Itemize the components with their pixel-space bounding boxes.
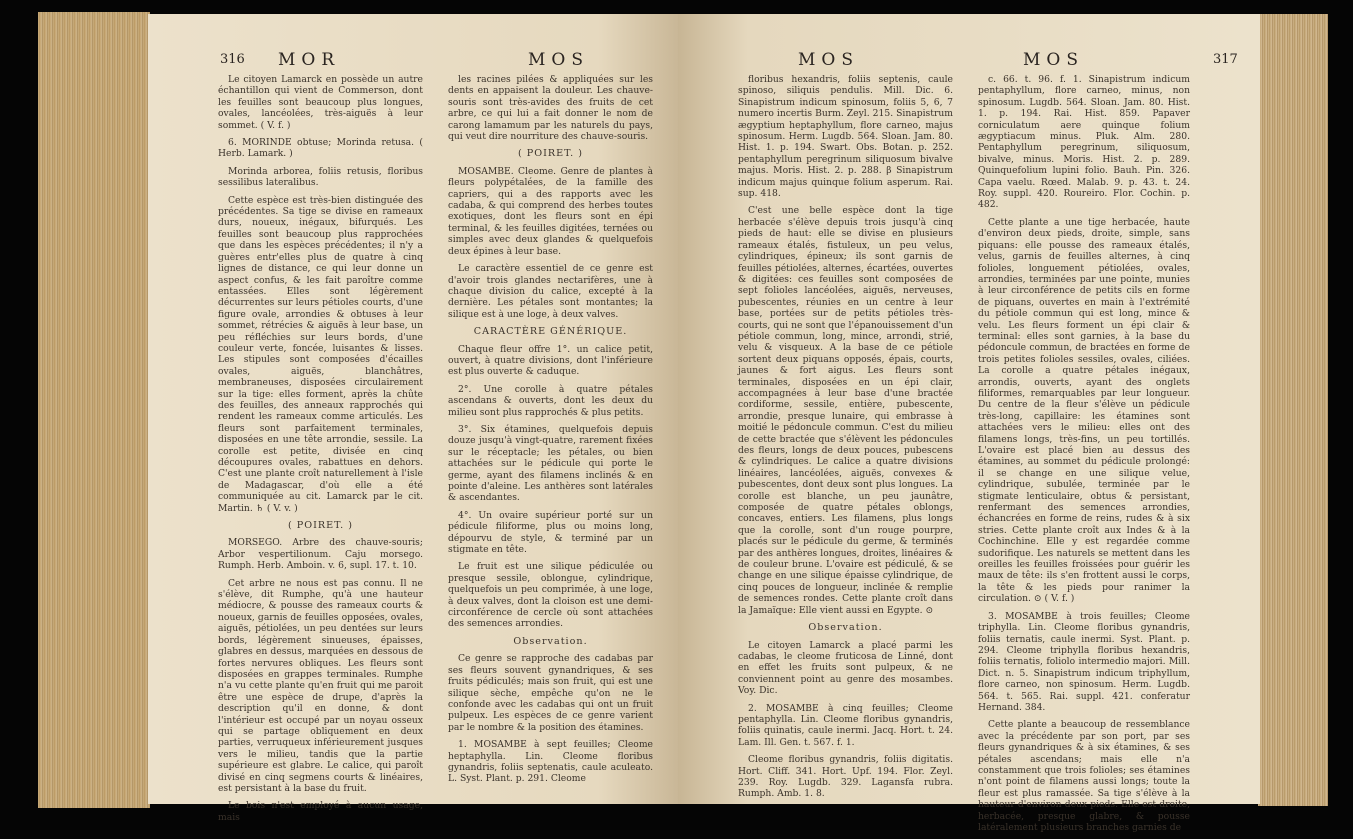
paragraph: floribus hexandris, foliis septenis, caule spinoso, siliquis pendulis. Mill. Dic. 6. Sinapistrum indicum spinosum, foliis 5, 6, 7 numero incertis Burm. Zeyl. 215. Sinapistrum ægyptium heptaphyllum, flore carneo, majus spinosum. Herm. Lugdb. 564. Sloan. Jam. 80. Hist. 1. p. 194. Swart. Obs. Botan. p. 252. pentaphyllum peregrinum siliquosum bivalve majus. Moris. Hist. 2. p. 288. β Sinapistrum indicum majus quinque folium asperum. Rai. sup. 418.: [738, 74, 953, 200]
paragraph: Cette plante a beaucoup de ressemblance avec la précédente par son port, par ses fleurs gynandriques & à six étamines, & ses pétales ascendans; mais elle n'a constamment que trois folioles; ses étamines n'ont point de filamens aussi longs; toute la fleur est plus ramassée. Sa tige s'élève à la hauteur d'environ deux pieds. Elle est droite, herbacée, presque glabre, & pousse latéralement plusieurs branches garnies de: [978, 719, 1190, 833]
text-column: [448, 74, 653, 791]
paragraph: Cette plante a une tige herbacée, haute d'environ deux pieds, droite, simple, sans piquans: elle pousse des rameaux étalés, velus, garnis de feuilles alternes, à cinq folioles, longuement pétiolées, ovales, arrondies, terminées par une pointe, munies à leur circonférence de petits cils en forme de piquans, ouvertes en main à l'extrémité du pétiole commun qui est long, mince & velu. Les fleurs forment un épi clair & terminal: elles sont garnies, à la base du pédoncule commun, de bractées en forme de trois petites folioles sessiles, ovales, ciliées. La corolle a quatre pétales inégaux, arrondis, ouverts, ayant des onglets filiformes, remarquables par leur longueur. Du centre de la fleur s'élève un pédicule très-long, capillaire: les étamines sont attachées vers le milieu: elles ont des filamens longs, très-fins, un peu tortillés. L'ovaire est placé bien au dessus des étamines, au sommet du pédicule prolongé: il se change en une silique velue, cylindrique, subulée, terminée par le stigmate lenticulaire, obtus & persistant, renfermant des semences arrondies, échancrées en forme de reins, rudes & à six stries. Cette plante croît aux Indes & à la Cochinchine. Elle y est regardée comme sudorifique. Les naturels se mettent dans les oreilles les feuilles froissées pour guérir les maux de tête: ils s'en frottent aussi le corps, la tête & les pieds pour ranimer la circulation. ⊙ ( V. f. ): [978, 216, 1190, 605]
running-head: MOS: [1023, 50, 1084, 70]
paragraph: MOSAMBE. Cleome. Genre de plantes à fleurs polypétalées, de la famille des capriers, qui a des rapports avec les cadaba, & qui comprend des herbes toutes exotiques, dont les fleurs sont en épi terminal, & les feuilles digitées, ternées ou simples avec deux glandes & quelquefois deux épines à leur base.: [448, 165, 653, 257]
paragraph: 6. MORINDE obtuse; Morinda retusa. ( Herb. Lamark. ): [218, 137, 423, 160]
book-page-edges-right: [1258, 14, 1328, 806]
paragraph: 3. MOSAMBE à trois feuilles; Cleome triphylla. Lin. Cleome floribus gynandris, foliis ternatis, caule inermi. Syst. Plant. p. 294. Cleome triphylla floribus hexandris, foliis ternatis, foliolo intermedio majori. Mill. Dict. n. 5. Sinapistrum indicum triphyllum, flore carneo, non spinosum. Herm. Lugdb. 564. t. 565. Rai. suppl. 421. conferatur Hernand. 384.: [978, 610, 1190, 713]
book-page-edges-left: [38, 12, 150, 808]
paragraph: Observation.: [513, 635, 588, 647]
text-column: [978, 74, 1190, 839]
paragraph: les racines pilées & appliquées sur les dents en appaisent la douleur. Les chauve-souris sont très-avides des fruits de cet arbre, ce qui lui a fait donner le nom de carong lamamum par les naturels du pays, qui veut dire nourriture des chauve-souris.: [448, 74, 653, 143]
paragraph: MORSEGO. Arbre des chauve-souris; Arbor vespertilionum. Caju morsego. Rumph. Herb. Amboin. v. 6, supl. 17. t. 10.: [218, 537, 423, 572]
paragraph: Le citoyen Lamarck a placé parmi les cadabas, le cleome fruticosa de Linné, dont en effet les fruits sont pulpeux, & ne conviennent point au genre des mosambes. Voy. Dic.: [738, 639, 953, 697]
running-head: MOR: [278, 50, 341, 70]
right-page: [678, 14, 1260, 833]
paragraph: c. 66. t. 96. f. 1. Sinapistrum indicum pentaphyllum, flore carneo, minus, non spinosum. Lugdb. 564. Sloan. Jam. 80. Hist. 1. p. 194. Rai. Hist. 859. Papaver corniculatum aere quinque folium ægyptiacum minus. Pluk. Alm. 280. Pentaphyllum peregrinum, siliquosum, bivalve, minus. Moris. Hist. 2. p. 289. Quinquefolium lupini folio. Bauh. Pin. 326. Capa vaelu. Rœed. Malab. 9. p. 43. t. 24. Roy. suppl. 420. Roureiro. Flor. Cochin. p. 482.: [978, 74, 1190, 211]
page-number: 316: [220, 52, 245, 67]
paragraph: Observation.: [808, 622, 883, 634]
page-number: 317: [1213, 52, 1238, 67]
paragraph: Le citoyen Lamarck en possède un autre échantillon qui vient de Commerson, dont les feuilles sont beaucoup plus longues, ovales, lancéolées, très-aiguës à leur sommet. ( V. f. ): [218, 74, 423, 131]
left-page: [148, 14, 678, 823]
paragraph: 2°. Une corolle à quatre pétales ascendans & ouverts, dont les deux du milieu sont plus rapprochés & plus petits.: [448, 383, 653, 418]
paragraph: 1. MOSAMBE à sept feuilles; Cleome heptaphylla. Lin. Cleome floribus gynandris, foliis septenatis, caule aculeato. L. Syst. Plant. p. 291. Cleome: [448, 739, 653, 785]
paragraph: Le fruit est une silique pédiculée ou presque sessile, oblongue, cylindrique, quelquefois un peu comprimée, à une loge, à deux valves, dont la cloison est une demi-circonférence de cercle où sont attachées des semences arrondies.: [448, 561, 653, 630]
paragraph: 4°. Un ovaire supérieur porté sur un pédicule filiforme, plus ou moins long, dépourvu de style, & terminé par un stigmate en tête.: [448, 509, 653, 556]
paragraph: Chaque fleur offre 1°. un calice petit, ouvert, à quatre divisions, dont l'inférieure est plus ouverte & caduque.: [448, 343, 653, 378]
paragraph: Cette espèce est très-bien distinguée des précédentes. Sa tige se divise en rameaux durs, noueux, inégaux, bifurqués. Les feuilles sont beaucoup plus rapprochées que dans les espèces précédentes; il n'y a guères entr'elles plus de quatre à cinq lignes de distance, ce qui leur donne un aspect confus, & les fait paroître comme entassées. Elles sont légèrement décurrentes sur leurs pétioles courts, d'une figure ovale, arrondies & obtuses à leur sommet, rétrécies & aiguës à leur base, un peu réfléchies sur leurs bords, d'une couleur verte, foncée, luisantes & lisses. Les stipules sont composées d'écailles ovales, aiguës, blanchâtres, membraneuses, disposées circulairement sur la tige: elles forment, après la chûte des feuilles, des anneaux rapprochés qui rendent les rameaux comme articulés. Les fleurs sont parfaitement terminales, disposées en une tête arrondie, sessile. La corolle est petite, divisée en cinq découpures ovales, rabattues en dehors. C'est une plante croît naturellement à l'isle de Madagascar, d'où elle a été communiquée au cit. Lamarck par le cit. Martin. ♄ ( V. v. ): [218, 194, 423, 514]
paragraph: Ce genre se rapproche des cadabas par ses fleurs souvent gynandriques, & ses fruits pédiculés; mais son fruit, qui est une silique sèche, empêche qu'on ne le confonde avec les cadabas qui ont un fruit pulpeux. Les espèces de ce genre varient par le nombre & la position des étamines.: [448, 653, 653, 733]
paragraph: Cleome floribus gynandris, foliis digitatis. Hort. Cliff. 341. Hort. Upf. 194. Flor. Zeyl. 239. Roy. Lugdb. 329. Lagansfa rubra. Rumph. Amb. 1. 8.: [738, 754, 953, 800]
paragraph: Cet arbre ne nous est pas connu. Il ne s'élève, dit Rumphe, qu'à une hauteur médiocre, & pousse des rameaux courts & noueux, garnis de feuilles opposées, ovales, aiguës, pétiolées, un peu dentées sur leurs bords, légèrement sinueuses, épaisses, glabres en dessus, marquées en dessous de fortes nervures obliques. Les fleurs sont disposées en grappes terminales. Rumphe n'a vu cette plante qu'en fruit qui me paroit être une espèce de drupe, d'après la description qu'il en donne, & dont l'intérieur est occupé par un noyau osseux qui se partage obliquement en deux parties, verruqueux inférieurement jusques vers le milieu, tandis que la partie supérieure est glabre. Le calice, qui paroît divisé en cinq segmens courts & linéaires, est persistant à la base du fruit.: [218, 577, 423, 794]
paragraph: 2. MOSAMBE à cinq feuilles; Cleome pentaphylla. Lin. Cleome floribus gynandris, foliis quinatis, caule inermi. Jacq. Hort. t. 24. Lam. Ill. Gen. t. 567. f. 1.: [738, 702, 953, 748]
text-column: [738, 74, 953, 806]
paragraph: Le bois n'est employé à aucun usage, mais: [218, 800, 423, 823]
text-column: [218, 74, 423, 829]
running-head: MOS: [528, 50, 589, 70]
paragraph: ( POIRET. ): [288, 520, 353, 532]
paragraph: Le caractère essentiel de ce genre est d'avoir trois glandes nectarifères, une à chaque division du calice, excepté à la dernière. Les pétales sont montantes; la silique est à une loge, à deux valves.: [448, 263, 653, 320]
running-head: MOS: [798, 50, 859, 70]
paragraph: 3°. Six étamines, quelquefois depuis douze jusqu'à vingt-quatre, rarement fixées sur le réceptacle; les pétales, ou bien attachées sur le pédicule qui porte le germe, ayant des filamens inclinés & en pointe d'aleine. Les anthères sont latérales & ascendantes.: [448, 423, 653, 504]
paragraph: C'est une belle espèce dont la tige herbacée s'élève depuis trois jusqu'à cinq pieds de haut: elle se divise en plusieurs rameaux étalés, fistuleux, un peu velus, cylindriques, épineux; ils sont garnis de feuilles pétiolées, alternes, écartées, ouvertes & digitées: ces feuilles sont composées de sept folioles lancéolées, aiguës, nerveuses, pubescentes, réunies en un centre à leur base, portées sur de petits pétioles très-courts, qui ne sont que l'épanouissement d'un pétiole commun, long, mince, arrondi, strié, velu & visqueux. A la base de ce pétiole sortent deux piquans opposés, épais, courts, jaunes & fort aigus. Les fleurs sont terminales, disposées en un épi clair, accompagnées à leur base d'une bractée cordiforme, sessile, entière, pubescente, arrondie, presque lunaire, qui embrasse à moitié le pédoncule commun. C'est du milieu de cette bractée que s'élèvent les pédoncules des fleurs, longs de deux pouces, pubescens & cylindriques. Le calice a quatre divisions linéaires, lancéolées, aiguës, convexes & pubescentes, dont deux sont plus longues. La corolle est blanche, un peu jaunâtre, composée de quatre pétales oblongs, concaves, entiers. Les filamens, plus longs que la corolle, sont d'un rouge pourpre, placés sur le pédicule du germe, & terminés par des anthères longues, droites, linéaires & de couleur brune. L'ovaire est pédiculé, & se change en une silique épaisse cylindrique, de cinq pouces de longueur, inclinée & remplie de semences rondes. Cette plante croît dans la Jamaïque: Elle vient aussi en Egypte. ⊙: [738, 205, 953, 616]
paragraph: ( POIRET. ): [518, 148, 583, 160]
paragraph: Morinda arborea, foliis retusis, floribus sessilibus lateralibus.: [218, 165, 423, 189]
paragraph: CARACTÈRE GÉNÉRIQUE.: [473, 326, 628, 338]
